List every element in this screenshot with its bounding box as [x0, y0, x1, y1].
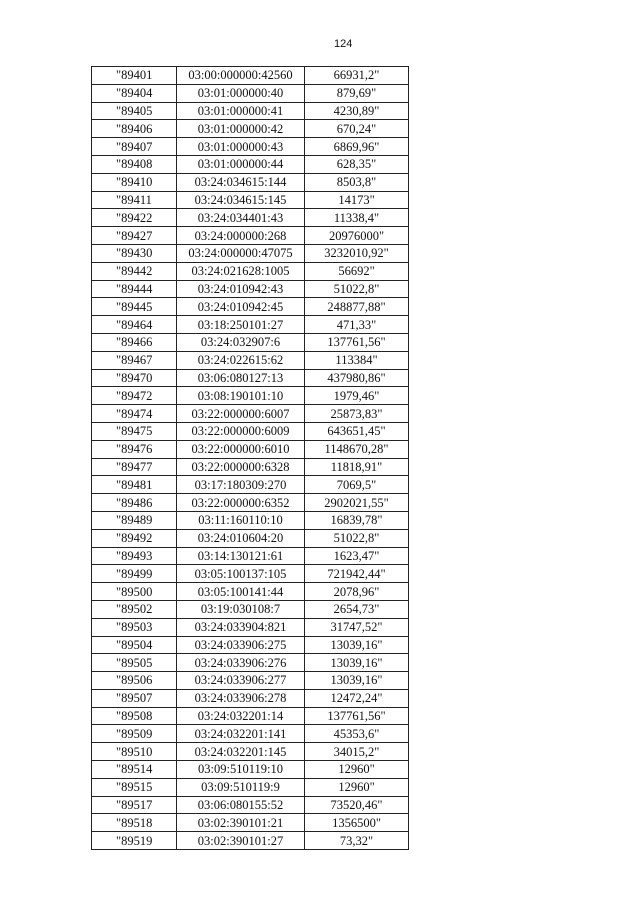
- table-row: [92, 351, 409, 369]
- table-row: [92, 298, 409, 316]
- row-value: 73,32": [305, 832, 409, 850]
- row-value: 2902021,55": [305, 494, 409, 512]
- cadastral-number: 03:22:000000:6328: [177, 458, 305, 476]
- row-value: 137761,56": [305, 707, 409, 725]
- row-code: "89504: [92, 636, 177, 654]
- table-row: [92, 155, 409, 173]
- cadastral-number: 03:02:390101:27: [177, 832, 305, 850]
- row-code: "89477: [92, 458, 177, 476]
- table-row: [92, 405, 409, 423]
- row-code: "89481: [92, 476, 177, 494]
- row-value: 34015,2": [305, 743, 409, 761]
- row-value: 248877,88": [305, 298, 409, 316]
- table-row: [92, 227, 409, 245]
- cadastral-number: 03:18:250101:27: [177, 316, 305, 334]
- table-row: [92, 725, 409, 743]
- row-code: "89508: [92, 707, 177, 725]
- row-value: 628,35": [305, 155, 409, 173]
- data-table: [91, 66, 409, 850]
- cadastral-number: 03:24:033906:277: [177, 672, 305, 690]
- table-row: [92, 191, 409, 209]
- cadastral-number: 03:01:000000:40: [177, 84, 305, 102]
- cadastral-number: 03:24:000000:268: [177, 227, 305, 245]
- cadastral-number: 03:24:022615:62: [177, 351, 305, 369]
- row-code: "89489: [92, 511, 177, 529]
- cadastral-number: 03:24:034615:144: [177, 173, 305, 191]
- row-value: 137761,56": [305, 333, 409, 351]
- row-code: "89472: [92, 387, 177, 405]
- row-code: "89406: [92, 120, 177, 138]
- row-code: "89514: [92, 761, 177, 779]
- row-value: 73520,46": [305, 796, 409, 814]
- row-code: "89430: [92, 244, 177, 262]
- row-code: "89506: [92, 672, 177, 690]
- table-row: [92, 494, 409, 512]
- row-value: 11338,4": [305, 209, 409, 227]
- table-row: [92, 369, 409, 387]
- cadastral-number: 03:24:033906:276: [177, 654, 305, 672]
- table-row: [92, 262, 409, 280]
- row-code: "89500: [92, 583, 177, 601]
- row-value: 670,24": [305, 120, 409, 138]
- cadastral-number: 03:05:100137:105: [177, 565, 305, 583]
- row-code: "89470: [92, 369, 177, 387]
- cadastral-number: 03:01:000000:42: [177, 120, 305, 138]
- table-row: [92, 244, 409, 262]
- row-value: 13039,16": [305, 654, 409, 672]
- cadastral-number: 03:02:390101:21: [177, 814, 305, 832]
- table-row: [92, 422, 409, 440]
- table-row: [92, 832, 409, 850]
- cadastral-number: 03:08:190101:10: [177, 387, 305, 405]
- row-value: 1356500": [305, 814, 409, 832]
- row-value: 643651,45": [305, 422, 409, 440]
- row-code: "89509: [92, 725, 177, 743]
- row-code: "89515: [92, 778, 177, 796]
- cadastral-number: 03:24:032201:145: [177, 743, 305, 761]
- cadastral-number: 03:22:000000:6352: [177, 494, 305, 512]
- table-row: [92, 689, 409, 707]
- table-row: [92, 814, 409, 832]
- row-code: "89411: [92, 191, 177, 209]
- cadastral-number: 03:24:010604:20: [177, 529, 305, 547]
- table-row: [92, 565, 409, 583]
- row-code: "89410: [92, 173, 177, 191]
- row-value: 16839,78": [305, 511, 409, 529]
- table-row: [92, 67, 409, 85]
- table-row: [92, 333, 409, 351]
- row-code: "89475: [92, 422, 177, 440]
- row-code: "89467: [92, 351, 177, 369]
- row-value: 1623,47": [305, 547, 409, 565]
- row-value: 6869,96": [305, 138, 409, 156]
- row-code: "89442: [92, 262, 177, 280]
- row-value: 3232010,92": [305, 244, 409, 262]
- cadastral-number: 03:00:000000:42560: [177, 67, 305, 85]
- cadastral-number: 03:24:032201:14: [177, 707, 305, 725]
- row-value: 12960": [305, 761, 409, 779]
- cadastral-number: 03:17:180309:270: [177, 476, 305, 494]
- row-value: 31747,52": [305, 618, 409, 636]
- cadastral-number: 03:22:000000:6009: [177, 422, 305, 440]
- row-code: "89407: [92, 138, 177, 156]
- table-row: [92, 600, 409, 618]
- row-code: "89476: [92, 440, 177, 458]
- row-value: 113384": [305, 351, 409, 369]
- table-row: [92, 529, 409, 547]
- cadastral-number: 03:22:000000:6007: [177, 405, 305, 423]
- cadastral-number: 03:11:160110:10: [177, 511, 305, 529]
- row-value: 66931,2": [305, 67, 409, 85]
- row-value: 1979,46": [305, 387, 409, 405]
- row-value: 12472,24": [305, 689, 409, 707]
- row-code: "89445: [92, 298, 177, 316]
- table-row: [92, 618, 409, 636]
- row-value: 45353,6": [305, 725, 409, 743]
- row-value: 25873,83": [305, 405, 409, 423]
- row-code: "89474: [92, 405, 177, 423]
- row-code: "89422: [92, 209, 177, 227]
- row-value: 1148670,28": [305, 440, 409, 458]
- row-value: 51022,8": [305, 280, 409, 298]
- row-code: "89505: [92, 654, 177, 672]
- row-code: "89518: [92, 814, 177, 832]
- table-row: [92, 138, 409, 156]
- row-code: "89486: [92, 494, 177, 512]
- row-code: "89408: [92, 155, 177, 173]
- row-value: 13039,16": [305, 672, 409, 690]
- table-row: [92, 102, 409, 120]
- cadastral-number: 03:24:032201:141: [177, 725, 305, 743]
- table-row: [92, 547, 409, 565]
- row-code: "89499: [92, 565, 177, 583]
- row-value: 8503,8": [305, 173, 409, 191]
- table-row: [92, 173, 409, 191]
- table-row: [92, 761, 409, 779]
- table-body: [92, 67, 409, 850]
- cadastral-number: 03:24:033904:821: [177, 618, 305, 636]
- cadastral-number: 03:01:000000:44: [177, 155, 305, 173]
- table-row: [92, 209, 409, 227]
- row-code: "89401: [92, 67, 177, 85]
- cadastral-number: 03:14:130121:61: [177, 547, 305, 565]
- page-number: 124: [334, 38, 353, 50]
- table-row: [92, 440, 409, 458]
- row-code: "89510: [92, 743, 177, 761]
- cadastral-number: 03:05:100141:44: [177, 583, 305, 601]
- row-code: "89507: [92, 689, 177, 707]
- row-value: 7069,5": [305, 476, 409, 494]
- table-row: [92, 583, 409, 601]
- row-code: "89519: [92, 832, 177, 850]
- table-row: [92, 743, 409, 761]
- row-value: 437980,86": [305, 369, 409, 387]
- table-row: [92, 316, 409, 334]
- table-row: [92, 387, 409, 405]
- row-value: 879,69": [305, 84, 409, 102]
- cadastral-number: 03:24:000000:47075: [177, 244, 305, 262]
- table-row: [92, 778, 409, 796]
- table-row: [92, 654, 409, 672]
- cadastral-number: 03:24:021628:1005: [177, 262, 305, 280]
- row-value: 2078,96": [305, 583, 409, 601]
- cadastral-number: 03:24:010942:43: [177, 280, 305, 298]
- cadastral-number: 03:01:000000:43: [177, 138, 305, 156]
- row-value: 2654,73": [305, 600, 409, 618]
- row-value: 721942,44": [305, 565, 409, 583]
- cadastral-number: 03:24:034615:145: [177, 191, 305, 209]
- cadastral-number: 03:24:033906:278: [177, 689, 305, 707]
- row-code: "89427: [92, 227, 177, 245]
- cadastral-number: 03:19:030108:7: [177, 600, 305, 618]
- row-code: "89466: [92, 333, 177, 351]
- table-row: [92, 476, 409, 494]
- row-code: "89404: [92, 84, 177, 102]
- table-row: [92, 280, 409, 298]
- cadastral-number: 03:24:033906:275: [177, 636, 305, 654]
- row-value: 471,33": [305, 316, 409, 334]
- row-code: "89444: [92, 280, 177, 298]
- row-value: 51022,8": [305, 529, 409, 547]
- cadastral-number: 03:24:010942:45: [177, 298, 305, 316]
- row-value: 13039,16": [305, 636, 409, 654]
- row-code: "89405: [92, 102, 177, 120]
- row-code: "89464: [92, 316, 177, 334]
- table-row: [92, 672, 409, 690]
- row-code: "89492: [92, 529, 177, 547]
- table-row: [92, 84, 409, 102]
- row-value: 56692": [305, 262, 409, 280]
- row-code: "89517: [92, 796, 177, 814]
- cadastral-number: 03:22:000000:6010: [177, 440, 305, 458]
- row-value: 4230,89": [305, 102, 409, 120]
- row-value: 12960": [305, 778, 409, 796]
- cadastral-number: 03:09:510119:9: [177, 778, 305, 796]
- table-row: [92, 707, 409, 725]
- row-code: "89503: [92, 618, 177, 636]
- table-row: [92, 120, 409, 138]
- cadastral-number: 03:06:080155:52: [177, 796, 305, 814]
- cadastral-number: 03:09:510119:10: [177, 761, 305, 779]
- cadastral-number: 03:01:000000:41: [177, 102, 305, 120]
- row-value: 14173": [305, 191, 409, 209]
- cadastral-number: 03:24:032907:6: [177, 333, 305, 351]
- table-row: [92, 636, 409, 654]
- row-value: 20976000": [305, 227, 409, 245]
- table-row: [92, 458, 409, 476]
- row-value: 11818,91": [305, 458, 409, 476]
- table-row: [92, 511, 409, 529]
- cadastral-number: 03:06:080127:13: [177, 369, 305, 387]
- table-row: [92, 796, 409, 814]
- row-code: "89502: [92, 600, 177, 618]
- cadastral-number: 03:24:034401:43: [177, 209, 305, 227]
- row-code: "89493: [92, 547, 177, 565]
